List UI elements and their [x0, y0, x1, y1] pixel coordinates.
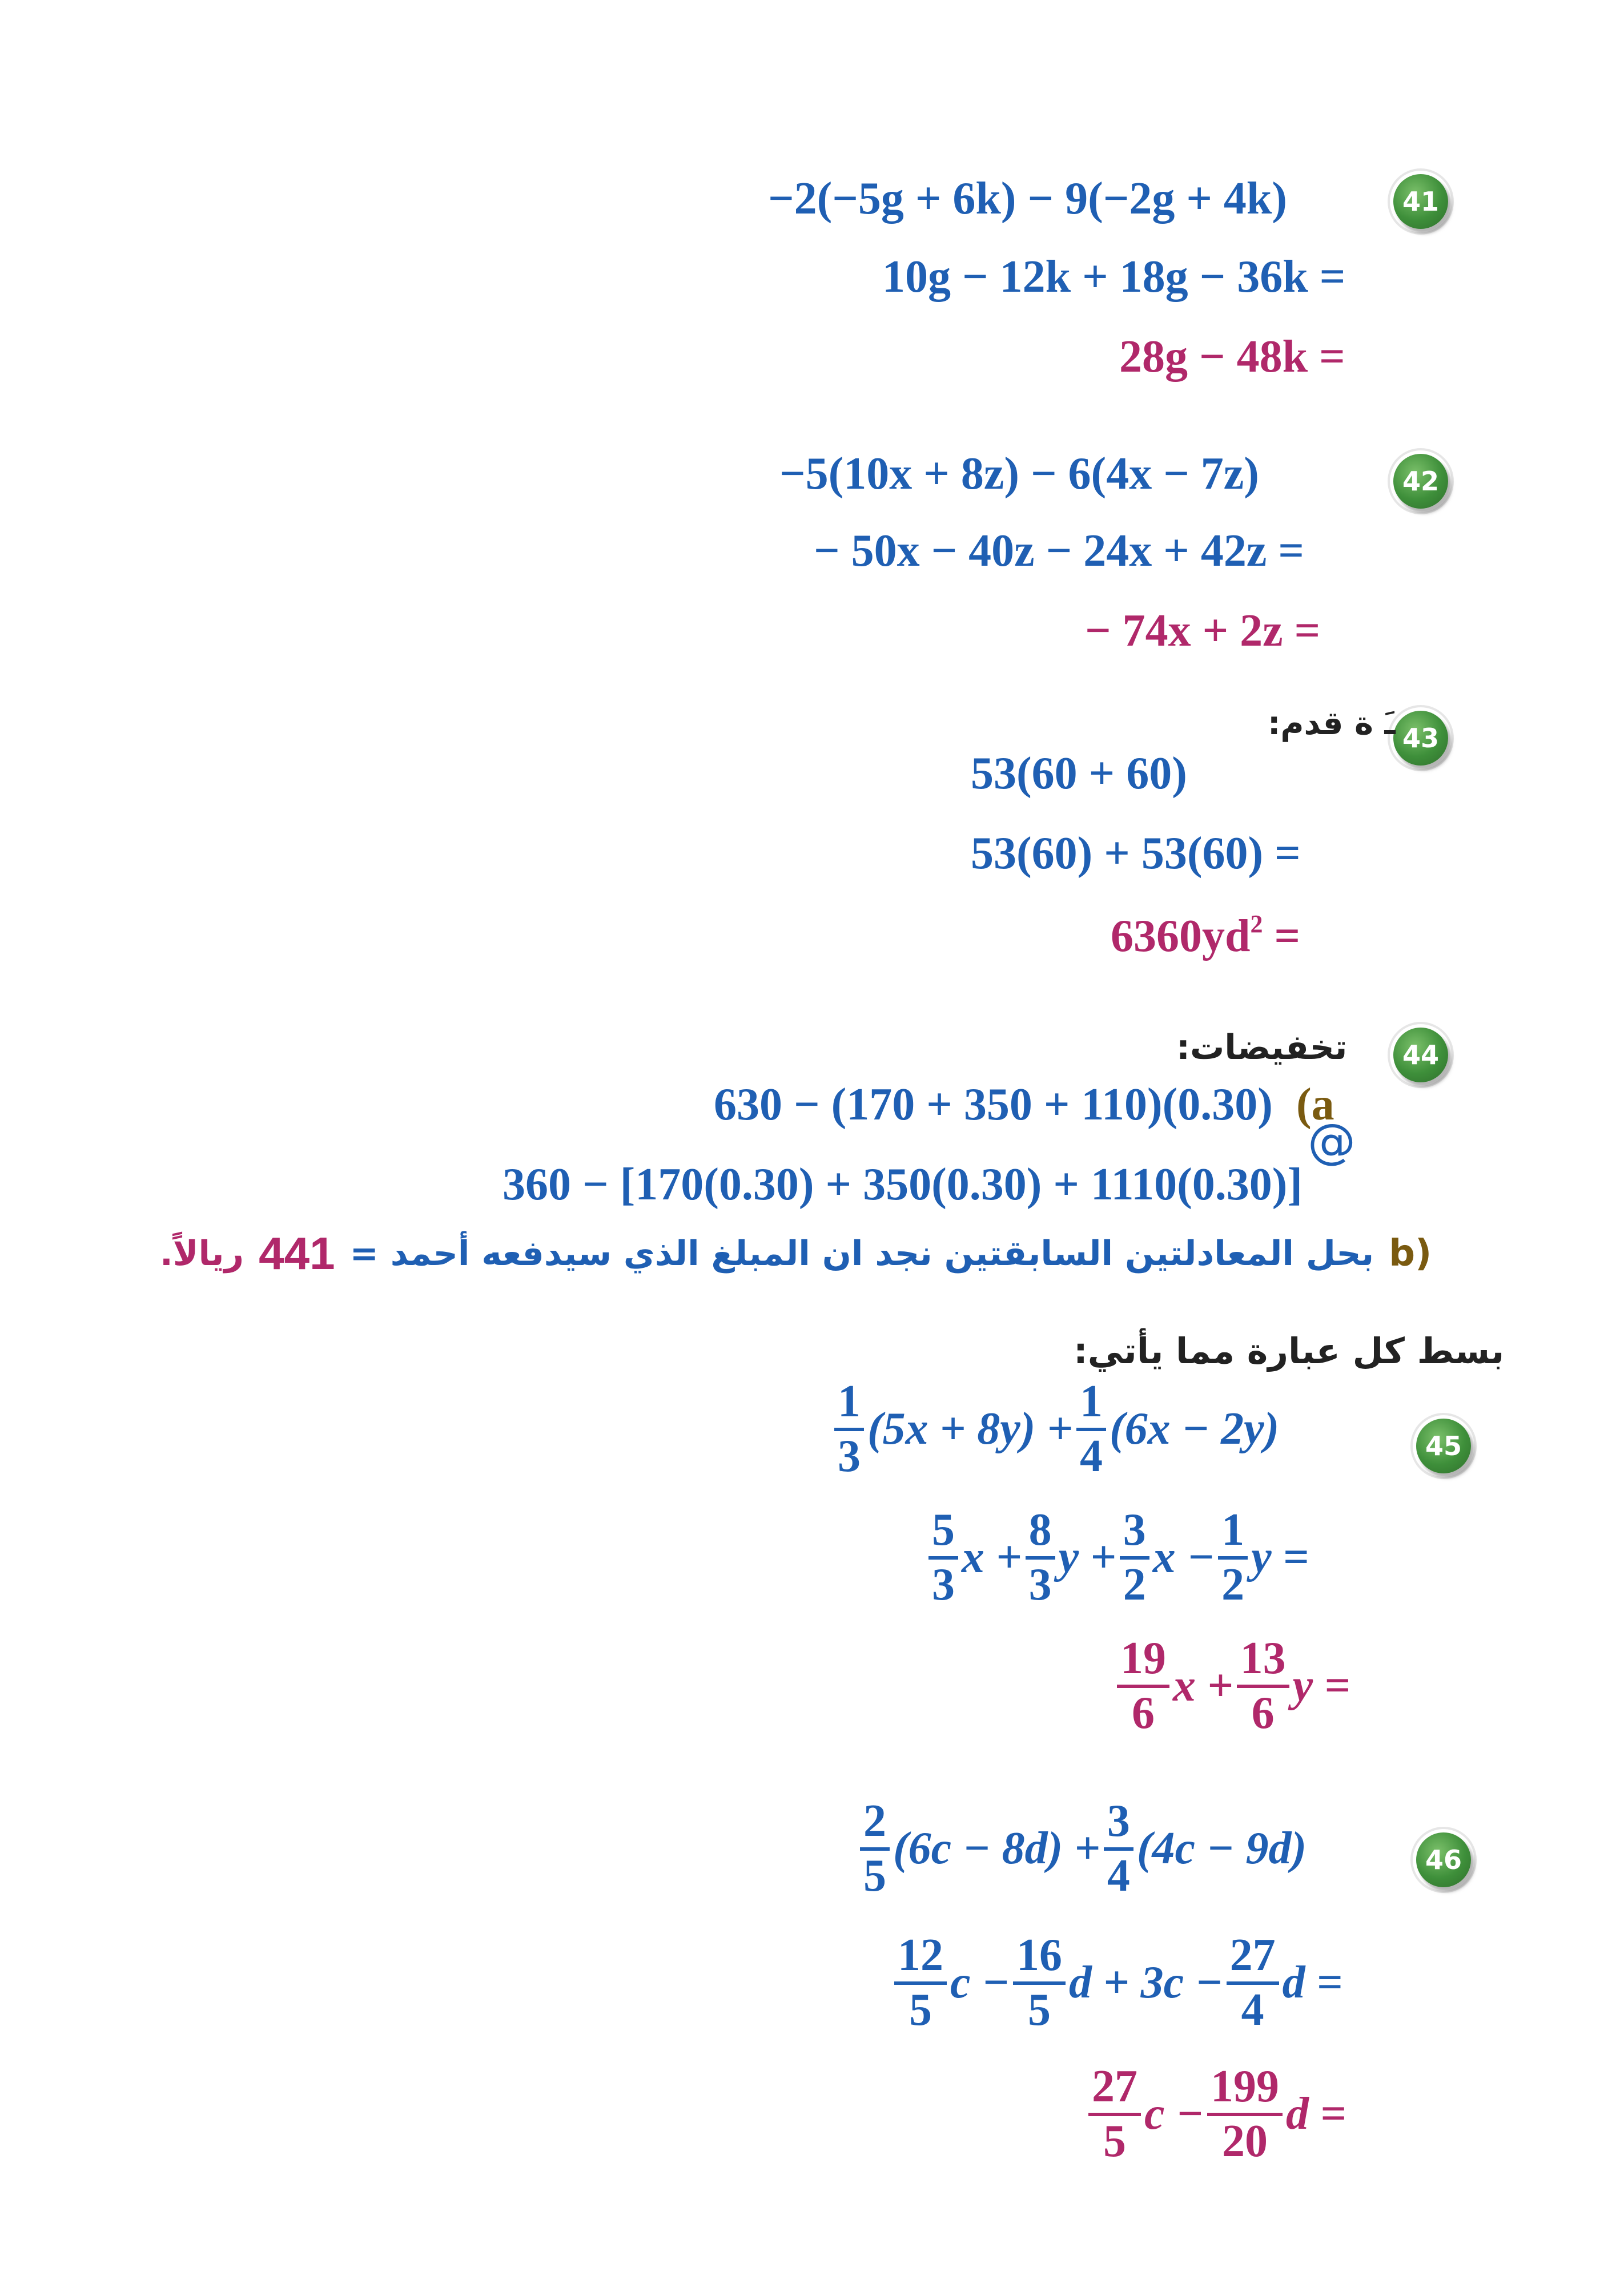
fraction: $\frac{1}{4}$	[1076, 1379, 1106, 1479]
p44-part-b-value: 441	[259, 1228, 335, 1279]
p43-title: ـَ ة قدم:	[1268, 705, 1396, 742]
p42-line2: − 50x − 40z − 24x + 42z =	[814, 526, 1304, 576]
p43-line2: 53(60) + 53(60) =	[971, 828, 1301, 879]
expr-text: (5x + 8y) +	[867, 1404, 1073, 1454]
p43-line3-exponent: 2	[1250, 910, 1263, 938]
p41-line3: 28g − 48k =	[1119, 332, 1345, 382]
p41-line1: −2(−5g + 6k) − 9(−2g + 4k)	[768, 174, 1288, 224]
problem-42-badge: 42	[1393, 454, 1448, 509]
expr-text: (6x − 2y)	[1109, 1404, 1280, 1454]
fraction: $\frac{13}{6}$	[1237, 1636, 1289, 1736]
fraction: $\frac{199}{20}$	[1207, 2064, 1283, 2164]
p43-line3-equals: =	[1274, 911, 1301, 961]
expr-text: d =	[1282, 1957, 1343, 2008]
expr-text: d =	[1285, 2089, 1346, 2139]
fraction: $\frac{27}{4}$	[1227, 1932, 1279, 2033]
p46-line1	[857, 1798, 1307, 1899]
at-mark: @	[1308, 1113, 1356, 1169]
problem-44-badge: 44	[1393, 1028, 1448, 1082]
p45-line2	[925, 1507, 1309, 1608]
fraction: $\frac{8}{3}$	[1026, 1507, 1055, 1608]
p43-line3	[1111, 910, 1301, 961]
p43-line3-value: 6360yd	[1111, 911, 1251, 961]
fraction: $\frac{27}{5}$	[1088, 2064, 1141, 2164]
p44-part-a: 630 − (170 + 350 + 110)(0.30)	[714, 1079, 1273, 1130]
problem-43-badge: 43	[1393, 711, 1448, 766]
p45-line1	[831, 1376, 1280, 1481]
p44-part-a2: 360 − [170(0.30) + 350(0.30) + 1110(0.30)]	[503, 1159, 1303, 1210]
fraction: $\frac{1}{2}$	[1218, 1507, 1248, 1608]
expr-text: x +	[962, 1532, 1022, 1582]
problem-46-badge: 46	[1416, 1832, 1471, 1887]
expr-text: y =	[1251, 1532, 1309, 1582]
p44-part-a-label: (a	[1296, 1079, 1334, 1130]
p42-line3: − 74x + 2z =	[1085, 606, 1321, 656]
problem-45-badge: 45	[1416, 1419, 1471, 1473]
p44-part-b	[160, 1227, 1432, 1280]
p45-line3	[1114, 1633, 1350, 1738]
expr-text: d + 3c −	[1068, 1957, 1223, 2008]
p46-line3	[1085, 2061, 1346, 2166]
p41-line2: 10g − 12k + 18g − 36k =	[882, 252, 1346, 302]
fraction: $\frac{5}{3}$	[928, 1507, 958, 1608]
fraction: $\frac{3}{4}$	[1104, 1798, 1133, 1899]
fraction: $\frac{2}{5}$	[860, 1798, 890, 1899]
expr-text: (4c − 9d)	[1136, 1823, 1307, 1874]
expr-text: (6c − 8d) +	[893, 1823, 1100, 1874]
p44-part-b-text: بحل المعادلتين السابقتين نجد ان المبلغ الذي سيدفعه أحمد =	[349, 1234, 1374, 1274]
p44-title: تخفيضات:	[1176, 1028, 1348, 1068]
section-heading: بسط كل عبارة مما يأتي:	[1074, 1330, 1505, 1372]
expr-text: x −	[1152, 1532, 1215, 1582]
p46-line2	[891, 1932, 1342, 2033]
problem-41-badge: 41	[1393, 174, 1448, 229]
p44-part-b-unit: ريالاً.	[160, 1234, 244, 1274]
expr-text: y +	[1058, 1532, 1116, 1582]
fraction: $\frac{12}{5}$	[894, 1932, 947, 2033]
fraction: $\frac{3}{2}$	[1120, 1507, 1149, 1608]
expr-text: c −	[1144, 2089, 1204, 2139]
fraction: $\frac{19}{6}$	[1117, 1636, 1169, 1736]
expr-text: c −	[950, 1957, 1010, 2008]
p42-line1: −5(10x + 8z) − 6(4x − 7z)	[779, 449, 1259, 499]
p43-line1: 53(60 + 60)	[971, 748, 1187, 799]
fraction: $\frac{1}{3}$	[834, 1379, 864, 1479]
expr-text: x +	[1173, 1661, 1233, 1711]
expr-text: y =	[1292, 1661, 1350, 1711]
p44-part-b-label: b)	[1389, 1232, 1432, 1275]
fraction: $\frac{16}{5}$	[1013, 1932, 1066, 2033]
